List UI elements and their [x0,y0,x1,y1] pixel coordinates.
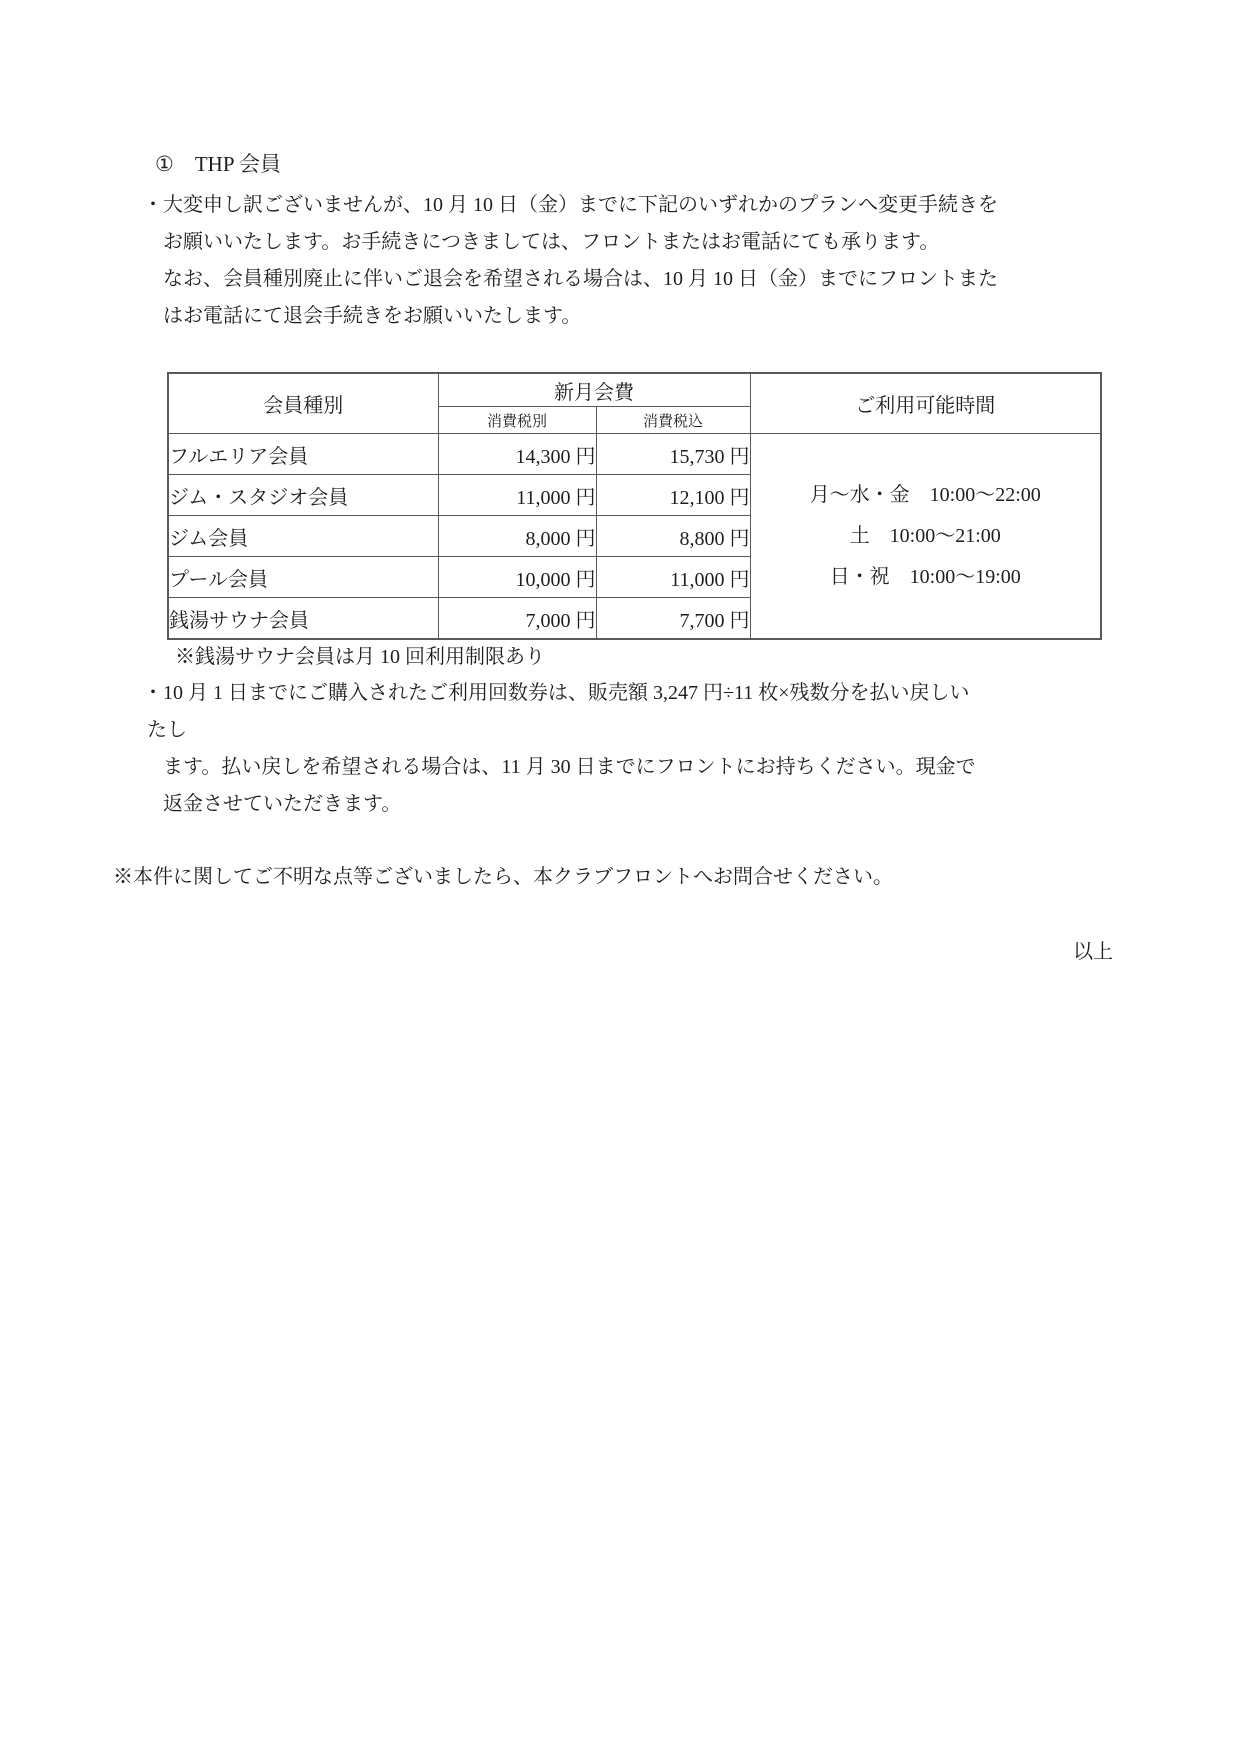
col-header-member-type: 会員種別 [168,373,438,434]
section-heading: ① THP 会員 [155,152,281,176]
tax-included-cell: 7,700 円 [596,598,750,640]
fee-table [167,372,1102,640]
member-type-cell: プール会員 [168,557,438,598]
text-line: お願いいたします。お手続きにつきましては、フロントまたはお電話にても承ります。 [163,231,940,253]
tax-excluded-cell: 8,000 円 [438,516,596,557]
tax-excluded-cell: 14,300 円 [438,434,596,475]
hours-line: 月～水・金 10:00～22:00 [809,483,1041,506]
text-line: たし [147,719,187,741]
tax-excluded-cell: 11,000 円 [438,475,596,516]
inquiry-note: ※本件に関してご不明な点等ございましたら、本クラブフロントへお問合せください。 [113,866,893,888]
member-type-cell: フルエリア会員 [168,434,438,475]
col-header-new-fee: 新月会費 [438,373,750,407]
table-row [168,434,1101,475]
member-type-cell: ジム会員 [168,516,438,557]
tax-included-cell: 8,800 円 [596,516,750,557]
col-header-hours: ご利用可能時間 [750,373,1101,434]
intro-paragraph [143,187,998,335]
text-line: ・10 月 1 日までにご購入されたご利用回数券は、販売額 3,247 円÷11 枚×残数分を払い戻しい [143,682,970,704]
hours-line: 土 10:00～21:00 [849,524,1001,547]
text-line: 返金させていただきます。 [163,793,402,815]
text-line: ・大変申し訳ございませんが、10 月 10 日（金）までに下記のいずれかのプランへ変更手続きを [143,194,998,216]
header-row-main [168,373,1101,407]
closing-mark: 以上 [1073,941,1113,963]
col-header-tax-excluded: 消費税別 [438,407,596,434]
tax-excluded-cell: 10,000 円 [438,557,596,598]
text-line: ます。払い戻しを希望される場合は、11 月 30 日までにフロントにお持ちください。現金で [163,756,976,778]
col-header-tax-included: 消費税込 [596,407,750,434]
table-footnote: ※銭湯サウナ会員は月 10 回利用制限あり [175,646,545,668]
member-type-cell: ジム・スタジオ会員 [168,475,438,516]
tax-included-cell: 12,100 円 [596,475,750,516]
text-line: はお電話にて退会手続きをお願いいたします。 [163,305,582,327]
text-line: なお、会員種別廃止に伴いご退会を希望される場合は、10 月 10 日（金）までにフロントまた [163,268,998,290]
available-hours-cell [750,434,1101,640]
hours-line: 日・祝 10:00～19:00 [829,565,1021,588]
refund-paragraph [143,675,976,823]
tax-included-cell: 11,000 円 [596,557,750,598]
member-type-cell: 銭湯サウナ会員 [168,598,438,640]
tax-included-cell: 15,730 円 [596,434,750,475]
membership-fee-table [167,372,1102,640]
tax-excluded-cell: 7,000 円 [438,598,596,640]
